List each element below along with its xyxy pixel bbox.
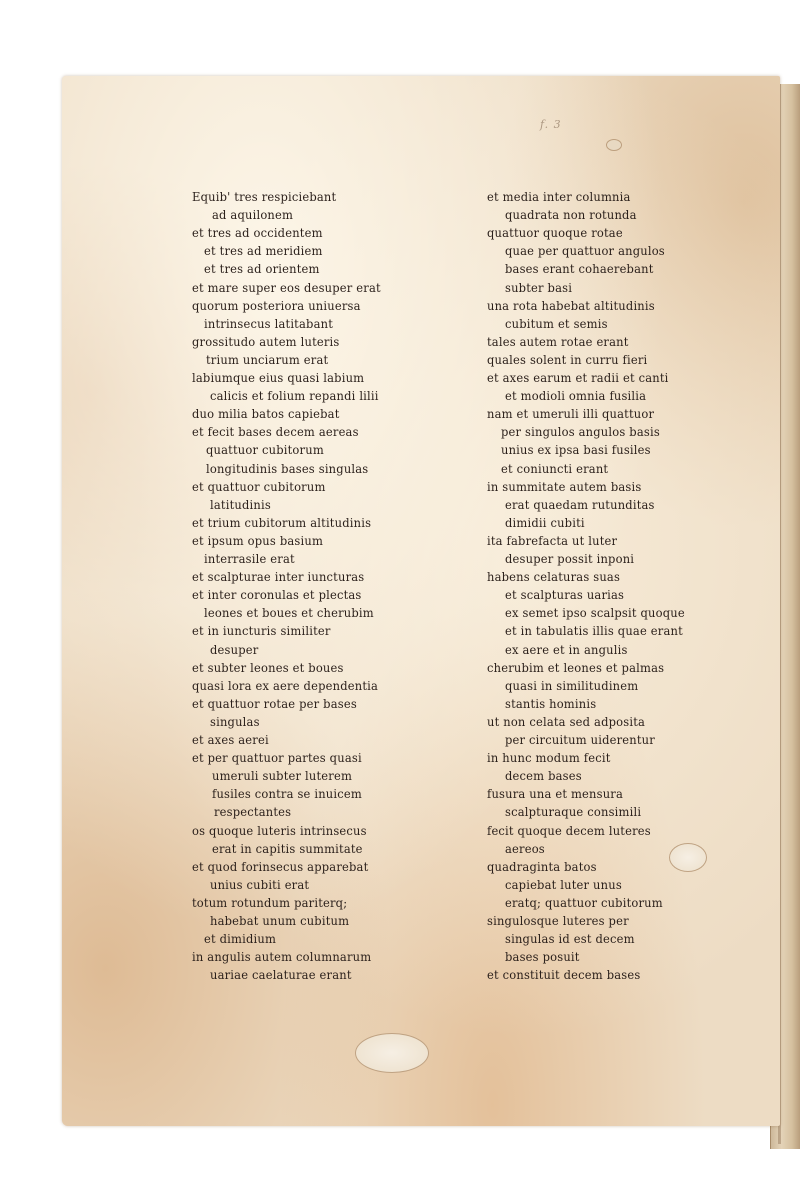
text-line: erat quaedam rutunditas [505,496,655,512]
text-line: ad aquilonem [212,207,294,223]
text-line: decem bases [505,768,582,784]
text-line: tales autem rotae erant [487,333,629,349]
text-line: aereos [505,840,545,856]
text-line: umeruli subter luterem [212,768,353,784]
text-line: desuper [210,641,259,657]
text-line: et subter leones et boues [192,659,344,675]
text-line: ita fabrefacta ut luter [487,532,618,548]
text-line: et ipsum opus basium [192,532,324,548]
text-line: et tres ad occidentem [192,225,323,241]
text-line: una rota habebat altitudinis [487,297,655,313]
text-line: habens celaturas suas [487,569,621,585]
text-line: longitudinis bases singulas [206,460,369,476]
text-line: et quattuor cubitorum [192,478,326,494]
text-line: et quod forinsecus apparebat [192,858,369,874]
text-line: in summitate autem basis [487,478,642,494]
text-line: unius ex ipsa basi fusiles [501,442,651,458]
parchment-hole [355,1033,429,1073]
text-line: labiumque eius quasi labium [192,370,365,385]
text-line: ex aere et in angulis [505,641,628,657]
text-line: singulosque luteres per [487,913,629,928]
parchment-hole [669,843,707,872]
text-line: bases posuit [505,949,580,965]
text-line: trium unciarum erat [206,351,329,367]
text-line: et dimidium [204,931,277,947]
text-line: in angulis autem columnarum [192,949,372,965]
text-line: et per quattuor partes quasi [192,750,362,766]
text-line: erat in capitis summitate [212,840,363,856]
text-line: stantis hominis [505,695,597,711]
text-line: calicis et folium repandi lilii [210,388,379,404]
text-line: et coniuncti erant [501,460,609,476]
text-line: duo milia batos capiebat [192,406,340,422]
text-line: fusiles contra se inuicem [212,786,362,802]
text-line: per circuitum uiderentur [505,732,655,747]
parchment-hole [606,139,622,151]
text-line: desuper possit inponi [505,551,635,566]
text-line: et quattuor rotae per bases [192,695,357,711]
manuscript-page [62,76,780,1126]
text-line: et scalpturas uarias [505,587,625,603]
text-line: et in iuncturis similiter [192,623,331,639]
text-line: uariae caelaturae erant [210,967,352,983]
text-line: respectantes [214,804,292,820]
text-line: unius cubiti erat [210,876,310,892]
text-line: ex semet ipso scalpsit quoque [505,605,685,621]
text-line: quasi in similitudinem [505,677,639,693]
text-line: quadrata non rotunda [505,207,637,223]
text-line: et media inter columnia [487,189,631,204]
folio-mark: f. 3 [540,118,562,131]
text-line: ut non celata sed adposita [487,713,646,729]
text-line: grossitudo autem luteris [192,333,340,349]
text-line: et constituit decem bases [487,967,641,983]
text-line: fusura una et mensura [487,786,624,802]
text-line: os quoque luteris intrinsecus [192,822,367,838]
text-line: latitudinis [210,496,271,512]
text-line: et modioli omnia fusilia [505,388,647,404]
text-line: et mare super eos desuper erat [192,279,381,295]
text-line: fecit quoque decem luteres [487,822,651,838]
text-line: nam et umeruli illi quattuor [487,406,655,422]
text-line: leones et boues et cherubim [204,605,374,621]
text-line: capiebat luter unus [505,876,622,892]
text-line: bases erant cohaerebant [505,261,654,277]
text-line: et scalpturae inter iuncturas [192,569,365,585]
text-line: eratq; quattuor cubitorum [505,894,663,910]
text-line: habebat unum cubitum [210,913,350,928]
text-line: cubitum et semis [505,315,608,331]
text-line: et in tabulatis illis quae erant [505,623,683,639]
text-line: quadraginta batos [487,858,597,874]
text-line: scalpturaque consimili [505,804,642,820]
text-line: in hunc modum fecit [487,750,611,766]
text-line: quorum posteriora uniuersa [192,297,361,313]
text-line: et trium cubitorum altitudinis [192,514,372,530]
text-line: cherubim et leones et palmas [487,659,665,675]
text-line: et inter coronulas et plectas [192,587,362,603]
text-line: dimidii cubiti [505,514,585,530]
text-line: quales solent in curru fieri [487,351,648,367]
text-line: per singulos angulos basis [501,424,660,440]
text-line: quattuor quoque rotae [487,225,623,241]
text-line: singulas [210,713,260,729]
text-line: quae per quattuor angulos [505,243,665,259]
text-line: interrasile erat [204,551,295,566]
text-line: quattuor cubitorum [206,442,324,458]
text-line: et tres ad meridiem [204,243,323,259]
text-line: et axes aerei [192,732,269,747]
text-line: intrinsecus latitabant [204,315,334,331]
text-line: et fecit bases decem aereas [192,424,359,440]
text-line: singulas id est decem [505,931,635,947]
text-line: subter basi [505,279,573,295]
text-line: Equib' tres respiciebant [192,189,337,204]
text-line: et axes earum et radii et canti [487,370,669,385]
text-line: quasi lora ex aere dependentia [192,677,379,693]
text-line: totum rotundum pariterq; [192,894,348,910]
text-line: et tres ad orientem [204,261,320,277]
